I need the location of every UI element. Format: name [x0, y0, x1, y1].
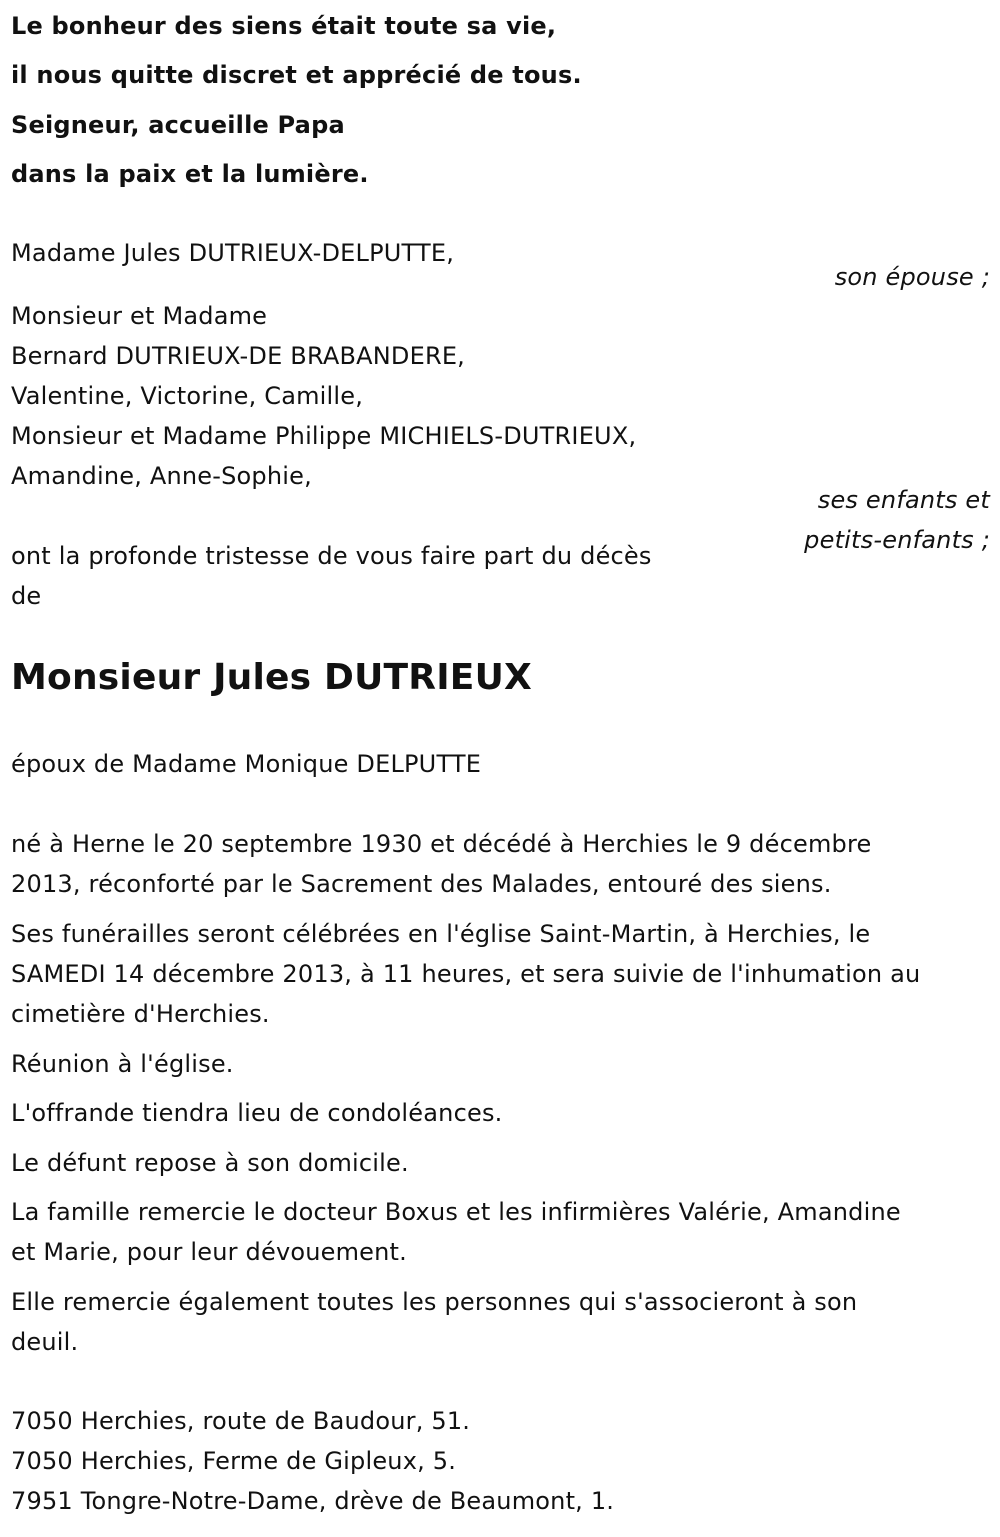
- children-role-1: ses enfants et: [817, 486, 990, 514]
- children-line-3: Valentine, Victorine, Camille,: [11, 382, 364, 410]
- poem-line-2: il nous quitte discret et apprécié de tous.: [11, 61, 582, 89]
- poem-line-3: Seigneur, accueille Papa: [11, 111, 345, 139]
- spouse-role: son épouse ;: [834, 263, 990, 291]
- birth-line-1: né à Herne le 20 septembre 1930 et décédé à Herchies le 9 décembre: [11, 830, 872, 858]
- funeral-line-3: cimetière d'Herchies.: [11, 1000, 270, 1028]
- children-line-4: Monsieur et Madame Philippe MICHIELS-DUTRIEUX,: [11, 422, 637, 450]
- address-2: 7050 Herchies, Ferme de Gipleux, 5.: [11, 1447, 457, 1475]
- announcement-line-1: ont la profonde tristesse de vous faire part du décès: [11, 542, 652, 570]
- children-line-1: Monsieur et Madame: [11, 302, 268, 330]
- poem-line-4: dans la paix et la lumière.: [11, 160, 369, 188]
- children-line-5: Amandine, Anne-Sophie,: [11, 462, 312, 490]
- children-line-2: Bernard DUTRIEUX-DE BRABANDERE,: [11, 342, 466, 370]
- spouse-name: Madame Jules DUTRIEUX-DELPUTTE,: [11, 239, 455, 267]
- thanks-line-1: La famille remercie le docteur Boxus et les infirmières Valérie, Amandine: [11, 1198, 901, 1226]
- thanks2-line-1: Elle remercie également toutes les personnes qui s'associeront à son: [11, 1288, 858, 1316]
- funeral-line-2: SAMEDI 14 décembre 2013, à 11 heures, et sera suivie de l'inhumation au: [11, 960, 921, 988]
- announcement-line-2: de: [11, 582, 42, 610]
- children-role-2: petits-enfants ;: [804, 526, 990, 554]
- birth-line-2: 2013, réconforté par le Sacrement des Malades, entouré des siens.: [11, 870, 832, 898]
- deceased-spouse-of: époux de Madame Monique DELPUTTE: [11, 750, 482, 778]
- offering-line: L'offrande tiendra lieu de condoléances.: [11, 1099, 503, 1127]
- poem-line-1: Le bonheur des siens était toute sa vie,: [11, 12, 557, 40]
- thanks2-line-2: deuil.: [11, 1328, 79, 1356]
- meeting-line: Réunion à l'église.: [11, 1050, 234, 1078]
- funeral-line-1: Ses funérailles seront célébrées en l'église Saint-Martin, à Herchies, le: [11, 920, 871, 948]
- rest-line: Le défunt repose à son domicile.: [11, 1149, 409, 1177]
- address-3: 7951 Tongre-Notre-Dame, drève de Beaumont, 1.: [11, 1487, 615, 1515]
- address-1: 7050 Herchies, route de Baudour, 51.: [11, 1407, 471, 1435]
- deceased-name: Monsieur Jules DUTRIEUX: [11, 657, 532, 698]
- thanks-line-2: et Marie, pour leur dévouement.: [11, 1238, 408, 1266]
